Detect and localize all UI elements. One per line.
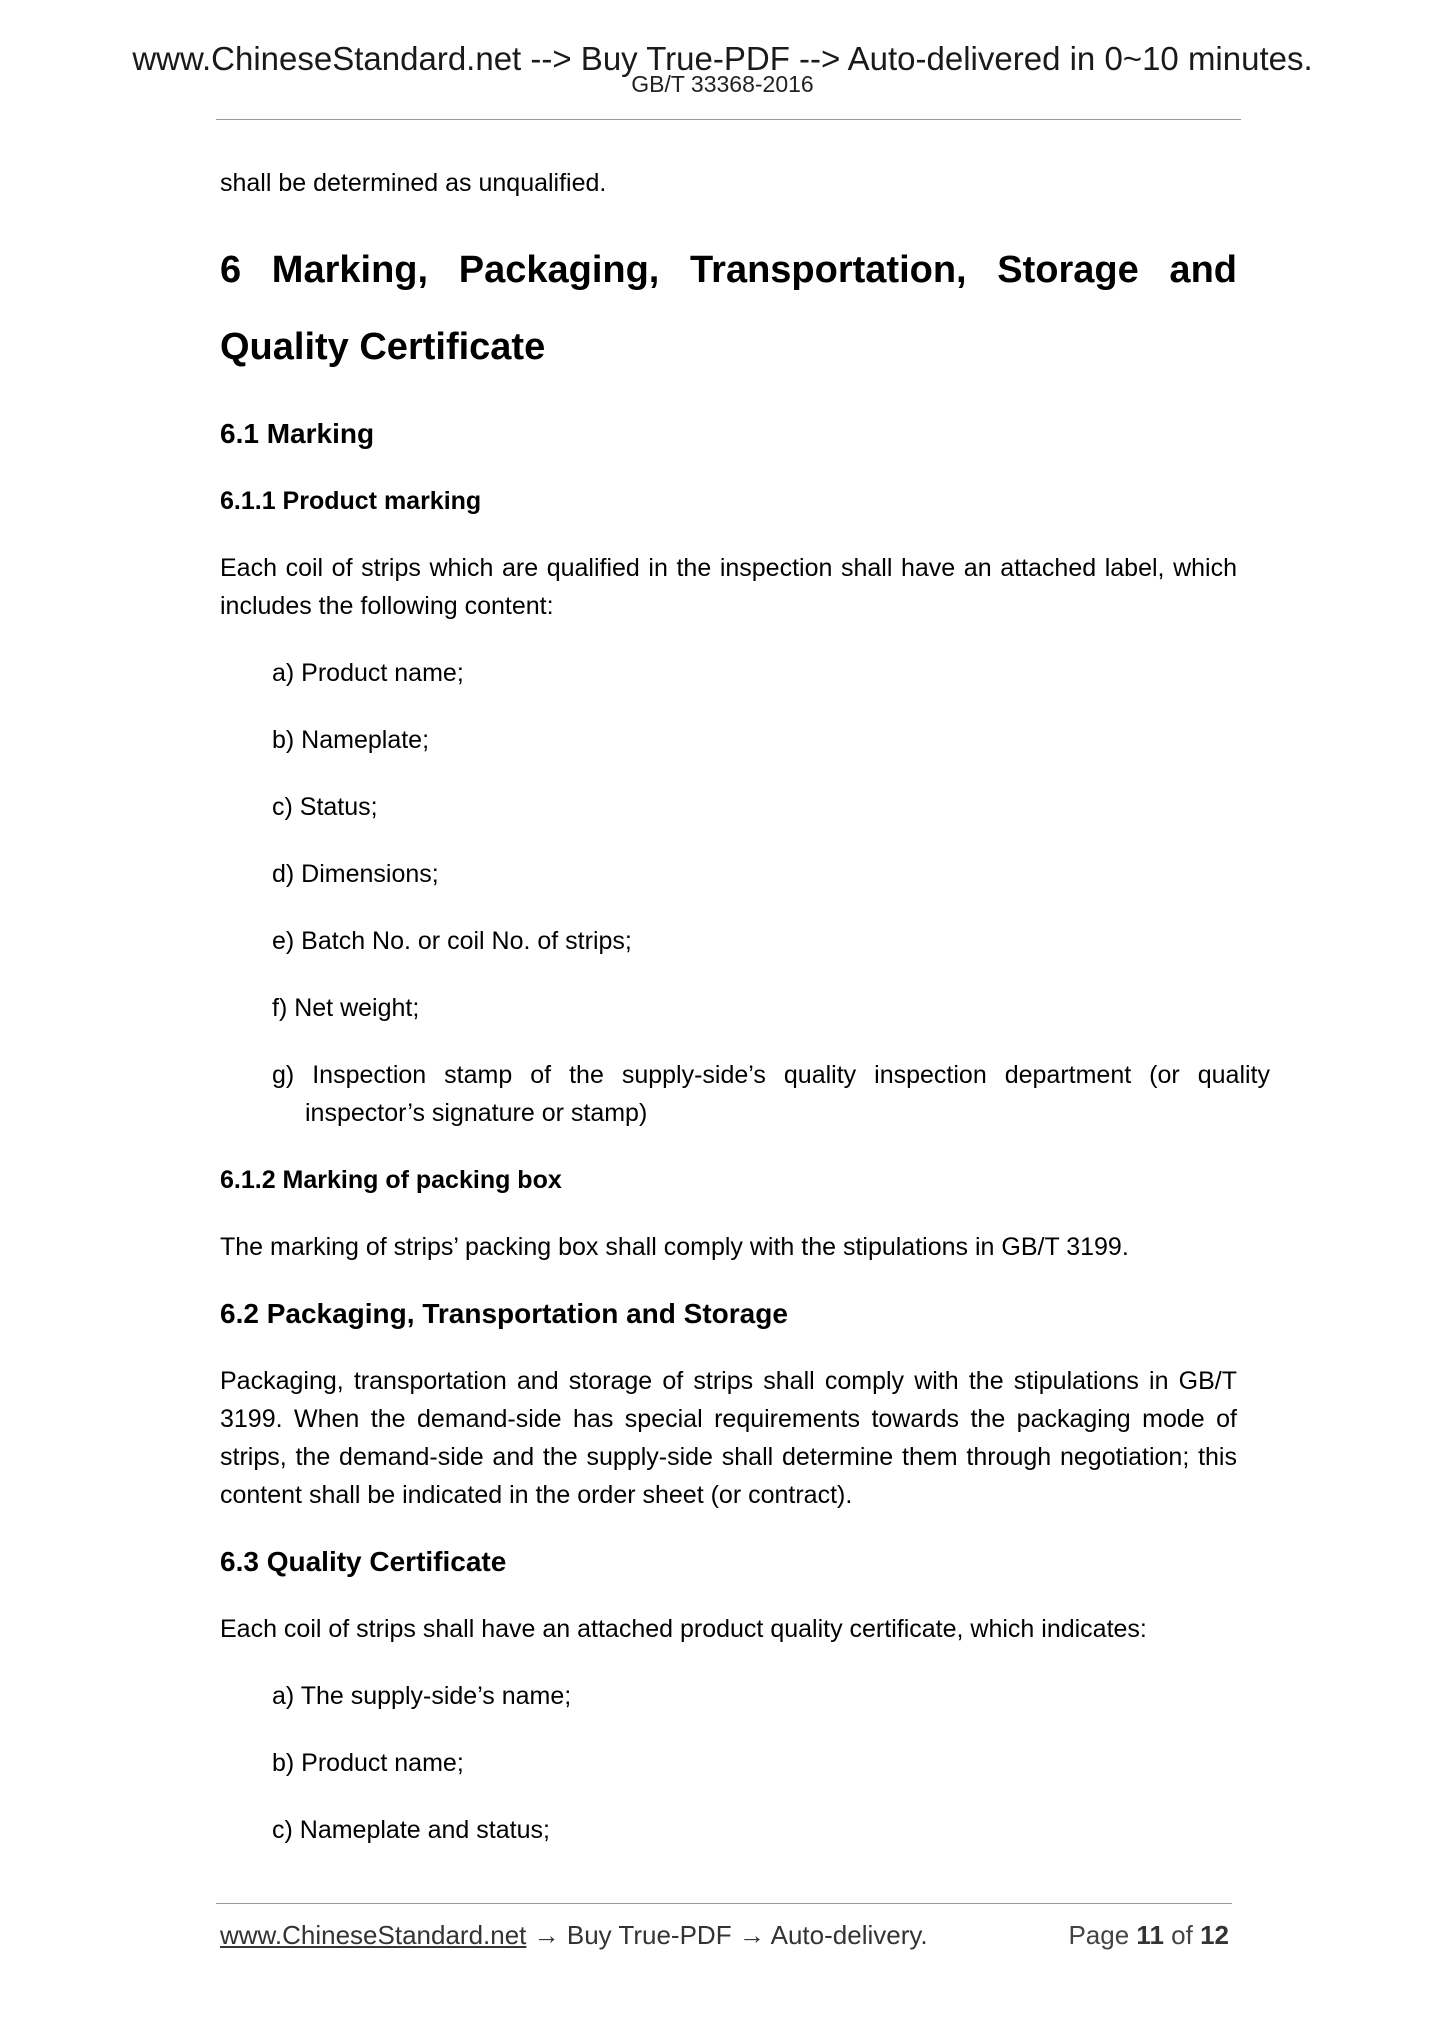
list-item: e) Batch No. or coil No. of strips; bbox=[272, 927, 632, 955]
header-rule bbox=[216, 119, 1241, 120]
list-item: a) The supply-side’s name; bbox=[272, 1682, 572, 1710]
section-6-1-2-heading: 6.1.2 Marking of packing box bbox=[220, 1166, 562, 1194]
list-item: d) Dimensions; bbox=[272, 860, 439, 888]
arrow-right-icon: → bbox=[738, 1920, 765, 1950]
footer-auto-text: Auto-delivery. bbox=[770, 1920, 928, 1950]
section-6-3-intro: Each coil of strips shall have an attached product quality certificate, which indicates: bbox=[220, 1615, 1147, 1643]
section-6-1-1-intro: Each coil of strips which are qualified in the inspection shall have an attached label, which includes the following content: bbox=[220, 554, 1237, 620]
list-item: f) Net weight; bbox=[272, 994, 420, 1022]
page-current: 11 bbox=[1136, 1920, 1164, 1950]
section-6-title-line2: Quality Certificate bbox=[220, 326, 546, 368]
section-6-2-heading: 6.2 Packaging, Transportation and Storage bbox=[220, 1298, 788, 1329]
footer-site-link[interactable]: www.ChineseStandard.net bbox=[220, 1920, 527, 1950]
list-item: b) Product name; bbox=[272, 1749, 464, 1777]
list-item: c) Nameplate and status; bbox=[272, 1816, 550, 1844]
footer-buy-text: Buy True-PDF bbox=[566, 1920, 732, 1950]
section-6-1-1-heading: 6.1.1 Product marking bbox=[220, 487, 482, 515]
list-item: b) Nameplate; bbox=[272, 726, 430, 754]
footer-rule bbox=[216, 1903, 1232, 1904]
standard-code: GB/T 33368-2016 bbox=[631, 71, 814, 97]
section-6-3-heading: 6.3 Quality Certificate bbox=[220, 1546, 507, 1577]
section-6-2-text: Packaging, transportation and storage of strips shall comply with the stipulations in GB/T 3199. When the demand-side has special requirements towards the packaging mode of strips, the demand-side and the supply-side shall determine them through negotiation; this content shall be indicated in the order sheet (or contract). bbox=[220, 1367, 1237, 1509]
banner: www.ChineseStandard.net --> Buy True-PDF --> Auto-delivered in 0~10 minutes. bbox=[132, 40, 1313, 77]
page-indicator bbox=[1068, 1920, 1229, 1951]
section-6-title-line1: 6 Marking, Packaging, Transportation, Storage and bbox=[220, 249, 1237, 291]
list-item: g) Inspection stamp of the supply-side’s quality inspection department (or quality inspector’s signature or stamp) bbox=[272, 1061, 1270, 1127]
section-6-1-heading: 6.1 Marking bbox=[220, 418, 375, 449]
arrow-right-icon: → bbox=[533, 1920, 560, 1950]
list-item: a) Product name; bbox=[272, 659, 464, 687]
of-label: of bbox=[1171, 1920, 1193, 1950]
section-6-1-2-text: The marking of strips’ packing box shall comply with the stipulations in GB/T 3199. bbox=[220, 1233, 1129, 1261]
list-item: c) Status; bbox=[272, 793, 378, 821]
page-total: 12 bbox=[1200, 1920, 1229, 1950]
page-label: Page bbox=[1068, 1920, 1130, 1950]
continuation-text: shall be determined as unqualified. bbox=[220, 169, 607, 197]
footer-links bbox=[220, 1920, 928, 1951]
